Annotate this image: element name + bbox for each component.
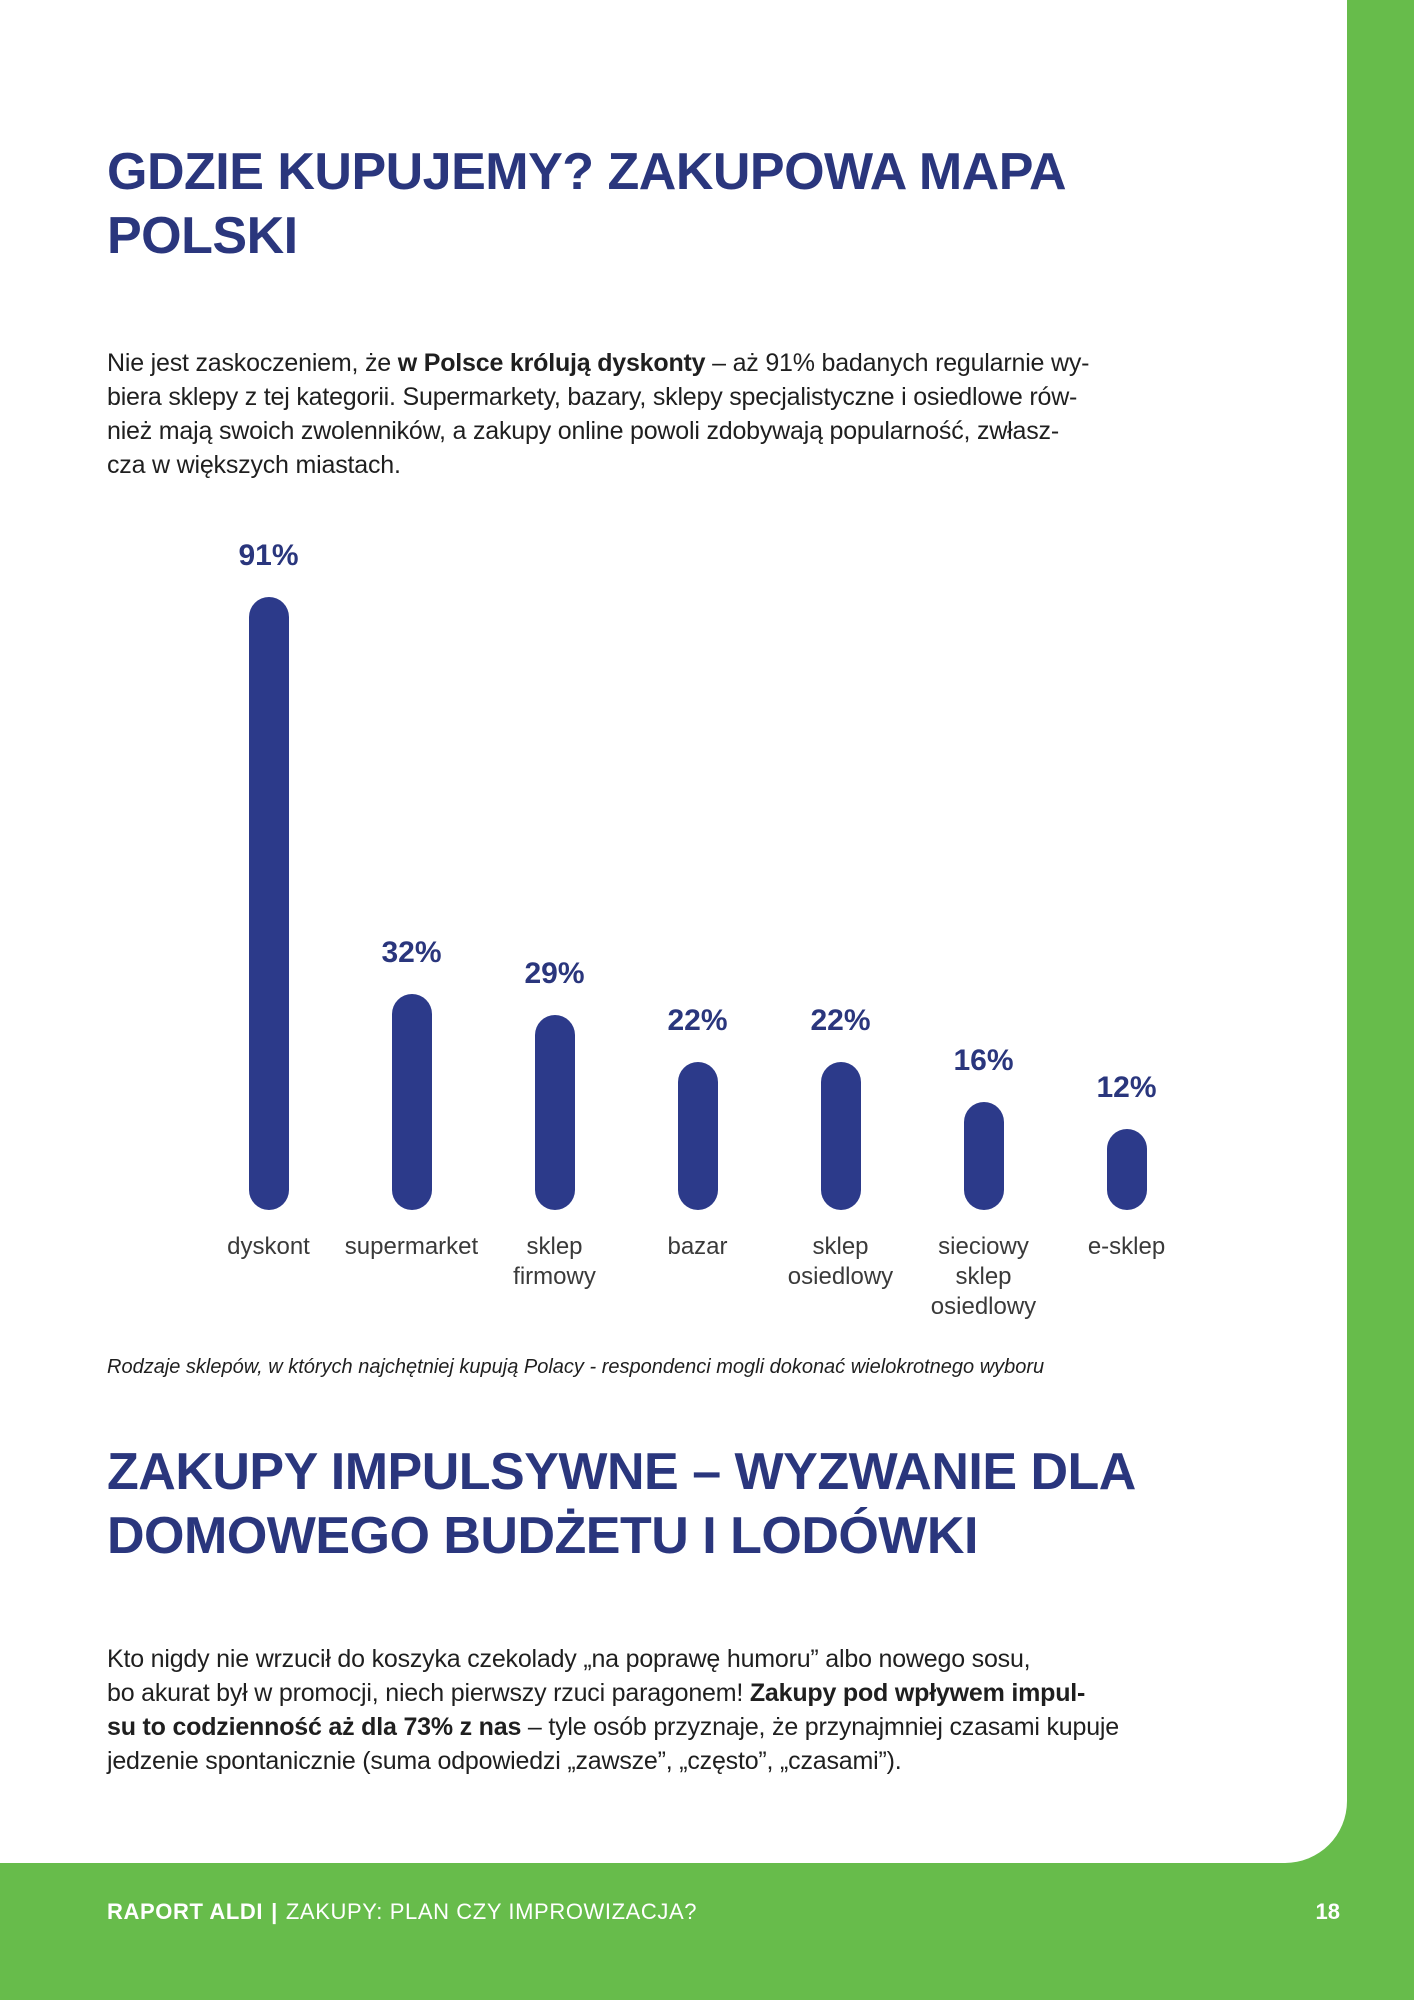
text-segment: – tyle osób przyznaje, że przynajmniej czasami kupuje: [521, 1713, 1119, 1741]
text-segment: jedzenie spontanicznie (suma odpowiedzi „zawsze”, „często”, „czasami”).: [107, 1747, 902, 1775]
section2-paragraph: [107, 1568, 1347, 1778]
bar: [1107, 1129, 1147, 1210]
page-footer: [107, 1899, 1340, 1925]
section1-heading: [107, 0, 1347, 268]
bar-category-label: sklep osiedlowy: [787, 1233, 894, 1290]
text-segment: GDZIE KUPUJEMY? ZAKUPOWA MAPA: [107, 143, 1067, 201]
bar-area: [626, 530, 769, 1210]
bar: [392, 994, 432, 1210]
bar-category-label: supermarket: [344, 1233, 479, 1260]
section1-paragraph: [107, 268, 1347, 482]
bar-value-label: 32%: [381, 936, 442, 969]
text-segment: POLSKI: [107, 207, 298, 265]
bar-category-label: e-sklep: [1087, 1233, 1166, 1260]
bar-value-label: 91%: [238, 539, 299, 572]
bar-chart: [197, 482, 1347, 1322]
bar-category-label: dyskont: [227, 1233, 310, 1260]
bar: [964, 1102, 1004, 1210]
footer-report-title: ZAKUPY: PLAN CZY IMPROWIZACJA?: [285, 1899, 698, 1924]
bar-value-label: 22%: [667, 1004, 728, 1037]
bar-value-label: 22%: [810, 1004, 871, 1037]
text-segment: DOMOWEGO BUDŻETU I LODÓWKI: [107, 1507, 978, 1565]
bar: [535, 1015, 575, 1210]
bar-area: [197, 530, 340, 1210]
bar: [678, 1062, 718, 1210]
text-segment: Kto nigdy nie wrzucił do koszyka czekolady „na poprawę humoru” albo nowego sosu,: [107, 1645, 1031, 1673]
bar-area: [483, 530, 626, 1210]
bar-area: [912, 530, 1055, 1210]
chart-column: [1055, 530, 1198, 1322]
text-segment: su to codzienność aż dla 73% z nas: [107, 1713, 522, 1741]
bar-value-label: 12%: [1096, 1071, 1157, 1104]
section2-heading: [107, 1380, 1347, 1568]
text-segment: – aż 91% badanych regularnie wy-: [705, 349, 1090, 377]
chart-caption: Rodzaje sklepów, w których najchętniej kupują Polacy - respondenci mogli dokonać wielokrotnego wyboru: [107, 1356, 1045, 1378]
bar-area: [769, 530, 912, 1210]
text-segment: biera sklepy z tej kategorii. Supermarkety, bazary, sklepy specjalistyczne i osiedlowe rów-: [107, 383, 1078, 411]
text-segment: bo akurat był w promocji, niech pierwszy rzuci paragonem!: [107, 1679, 750, 1707]
text-segment: cza w większych miastach.: [107, 451, 401, 479]
text-segment: nież mają swoich zwolenników, a zakupy online powoli zdobywają popularność, zwłasz-: [107, 417, 1059, 445]
text-segment: Zakupy pod wpływem impul-: [749, 1679, 1086, 1707]
chart-column: [769, 530, 912, 1322]
bar-value-label: 29%: [524, 957, 585, 990]
text-segment: ZAKUPY IMPULSYWNE – WYZWANIE DLA: [107, 1443, 1136, 1501]
text-segment: w Polsce królują dyskonty: [397, 349, 706, 377]
chart-column: [912, 530, 1055, 1322]
text-segment: Nie jest zaskoczeniem, że: [107, 349, 398, 377]
bar-category-label: bazar: [667, 1233, 728, 1260]
page-number: 18: [1315, 1899, 1340, 1924]
bar-category-label: sieciowy sklep osiedlowy: [930, 1233, 1037, 1320]
footer-text: [107, 1899, 697, 1925]
bar-area: [1055, 530, 1198, 1210]
bar: [249, 597, 289, 1210]
chart-column: [626, 530, 769, 1322]
bar: [821, 1062, 861, 1210]
chart-column: [197, 530, 340, 1322]
chart-column: [340, 530, 483, 1322]
footer-separator: |: [271, 1899, 278, 1924]
bar-area: [340, 530, 483, 1210]
bar-value-label: 16%: [953, 1044, 1014, 1077]
bar-category-label: sklep firmowy: [513, 1233, 596, 1290]
footer-brand: RAPORT ALDI: [107, 1899, 264, 1924]
chart-column: [483, 530, 626, 1322]
